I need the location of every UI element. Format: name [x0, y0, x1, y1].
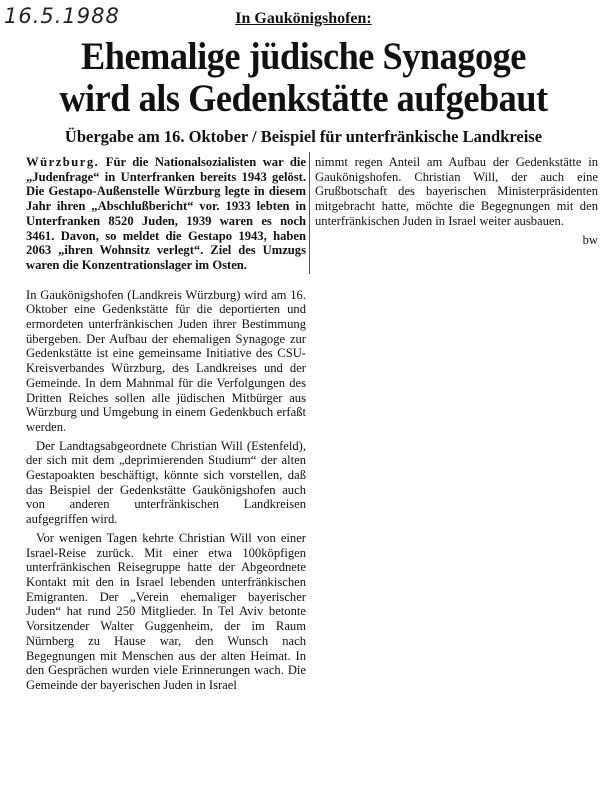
article-column-right: [315, 155, 598, 247]
byline: bw: [582, 232, 598, 247]
dateline: Würzburg.: [26, 155, 100, 169]
body-paragraph: nimmt regen Anteil am Aufbau der Gedenkstätte in Gaukönigshofen. Christian Will, der auch eine Grußbotschaft des bayerischen Ministerpräsidenten mitgebracht hatte, möchte die Begegnungen mit den unterfränkischen Juden in Israel weiter ausbauen.: [315, 155, 598, 228]
headline-line-1: Ehemalige jüdische Synagoge: [81, 35, 526, 78]
body-paragraph: Der Landtagsabgeordnete Christian Will (Estenfeld), der sich mit dem „deprimierenden Studium“ der alten Gestapoakten beschäftigt, könnte sich vorstellen, daß das Beispiel der Gedenkstätte Gaukönigshofen auch von anderen unterfränkischen Landkreisen aufgegriffen wird.: [26, 438, 306, 527]
subheadline: Übergabe am 16. Oktober / Beispiel für unterfränkische Landkreise: [64, 127, 543, 146]
article-column-left: [26, 155, 306, 697]
handwritten-date: 16.5.1988: [4, 4, 120, 28]
kicker-text: In Gaukönigshofen:: [235, 10, 372, 27]
headline: [21, 36, 586, 120]
headline-line-2: wird als Gedenkstätte aufgebaut: [59, 77, 548, 120]
kicker: [0, 10, 607, 28]
body-paragraph: In Gaukönigshofen (Landkreis Würzburg) wird am 16. Oktober eine Gedenkstätte für die deportierten und ermordeten unterfränkischen Juden ihrer Bestimmung übergeben. Der Aufbau der ehemaligen Synagoge zur Gedenkstätte ist eine gemeinsame Initiative des CSU-Kreisverbandes Würzburg, des Landkreises und der Gemeinde. In dem Mahnmal für die Verfolgungen des Dritten Reiches sollen alle jüdischen Mitbürger aus Würzburg und Umgebung in einem Gedenkbuch erfaßt werden.: [26, 287, 306, 434]
lead-paragraph: [26, 155, 306, 273]
lead-text: Für die Nationalsozialisten war die „Judenfrage“ in Unterfranken bereits 1943 gelöst. Die Gestapo-Außenstelle Würzburg legte in diesem Jahr ihren „Abschlußbericht“ vor. 1933 lebten in Unterfranken 8520 Juden, 1939 waren es noch 3461. Davon, so meldet die Gestapo 1943, haben 2063 „ihren Wohnsitz verlegt“. Ziel des Umzugs waren die Konzentrationslager im Osten.: [26, 155, 306, 272]
body-paragraph: Vor wenigen Tagen kehrte Christian Will von einer Israel-Reise zurück. Mit einer etwa 100köpfigen unterfränkischen Reisegruppe hatte der Abgeordnete Kontakt mit den in Israel lebenden unterfränkischen Emigranten. Der „Verein ehemaliger bayerischer Juden“ hat rund 250 Mitglieder. In Tel Aviv betonte Vorsitzender Walter Guggenheim, der im Raum Nürnberg zu Hause war, den Wunsch nach Begegnungen mit Menschen aus der alten Heimat. In den Gesprächen wurden viele Erinnerungen wach. Die Gemeinde der bayerischen Juden in Israel: [26, 530, 306, 692]
column-divider: [309, 152, 310, 274]
